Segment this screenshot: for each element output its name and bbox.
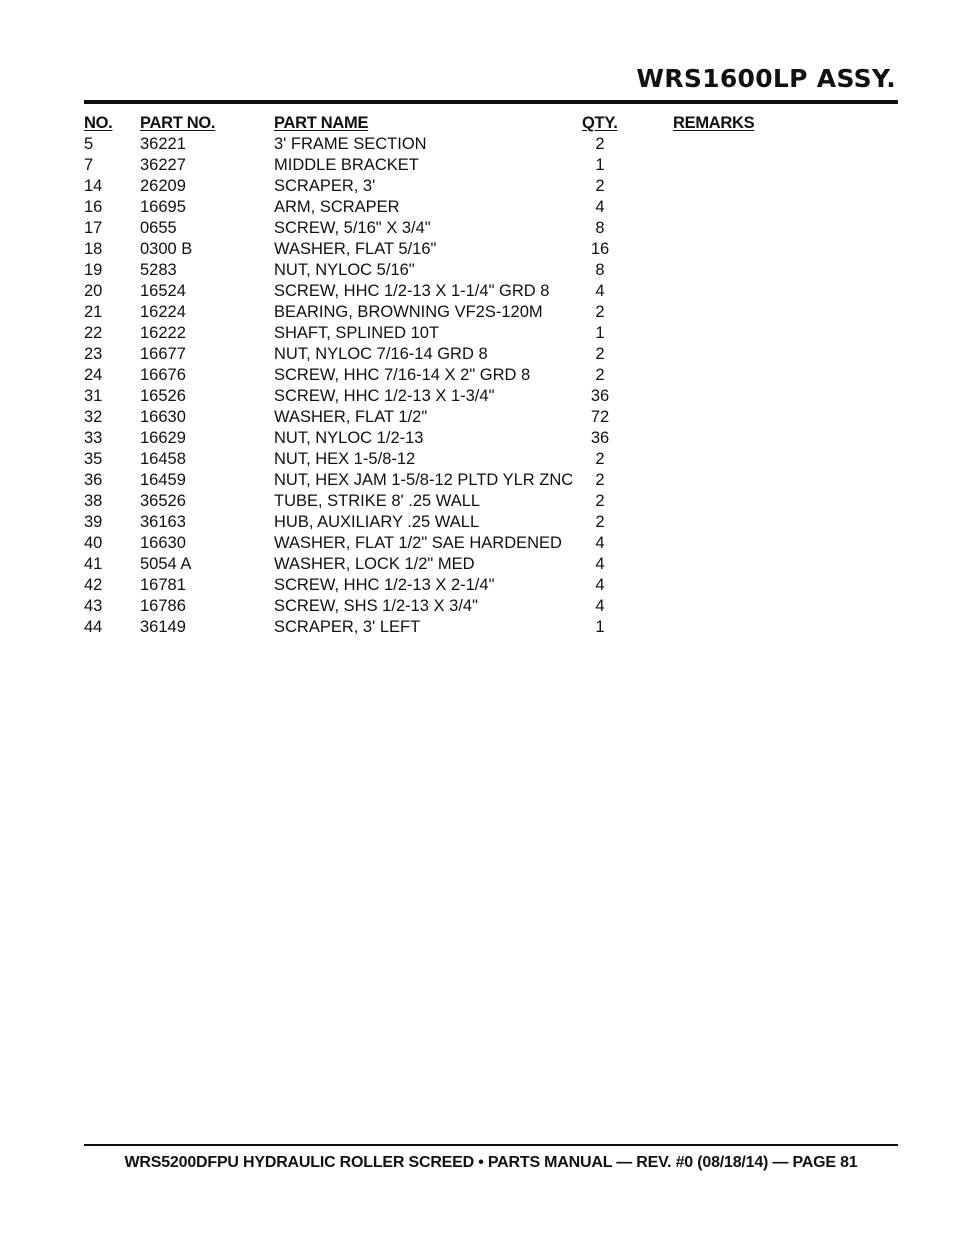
- cell-no: 41: [84, 555, 103, 573]
- cell-no: 14: [84, 177, 103, 195]
- cell-qty: 2: [595, 450, 605, 468]
- cell-part-no: 5283: [140, 261, 177, 279]
- table-row: [84, 407, 898, 428]
- table-row: [84, 575, 898, 596]
- cell-qty: 4: [595, 597, 605, 615]
- cell-part-name: SCRAPER, 3' LEFT: [274, 618, 421, 636]
- cell-part-name: SCREW, 5/16" X 3/4": [274, 219, 431, 237]
- header-part-no: PART NO.: [140, 114, 216, 132]
- cell-part-name: WASHER, FLAT 1/2" SAE HARDENED: [274, 534, 562, 552]
- cell-part-name: 3' FRAME SECTION: [274, 135, 427, 153]
- cell-qty: 2: [595, 366, 605, 384]
- table-row: [84, 491, 898, 512]
- cell-part-no: 16676: [140, 366, 186, 384]
- cell-part-name: HUB, AUXILIARY .25 WALL: [274, 513, 480, 531]
- cell-qty: 72: [590, 408, 610, 426]
- cell-qty: 4: [595, 282, 605, 300]
- table-row: [84, 218, 898, 239]
- cell-no: 5: [84, 135, 94, 153]
- cell-part-no: 36221: [140, 135, 186, 153]
- table-row: [84, 386, 898, 407]
- table-body: [84, 134, 898, 638]
- cell-qty: 2: [595, 492, 605, 510]
- cell-qty: 4: [595, 534, 605, 552]
- cell-qty: 1: [595, 156, 605, 174]
- table-row: [84, 260, 898, 281]
- cell-part-name: WASHER, LOCK 1/2" MED: [274, 555, 475, 573]
- cell-part-no: 36227: [140, 156, 186, 174]
- cell-no: 20: [84, 282, 103, 300]
- cell-part-no: 16695: [140, 198, 186, 216]
- title-divider: [84, 100, 898, 104]
- header-qty: QTY.: [582, 114, 618, 132]
- cell-part-name: NUT, NYLOC 5/16": [274, 261, 415, 279]
- cell-part-name: NUT, NYLOC 1/2-13: [274, 429, 424, 447]
- cell-part-no: 36163: [140, 513, 186, 531]
- cell-part-no: 16630: [140, 408, 186, 426]
- cell-part-no: 16526: [140, 387, 186, 405]
- cell-part-no: 26209: [140, 177, 186, 195]
- cell-part-name: SCREW, HHC 1/2-13 X 1-3/4": [274, 387, 495, 405]
- cell-no: 31: [84, 387, 103, 405]
- cell-no: 42: [84, 576, 103, 594]
- cell-no: 22: [84, 324, 103, 342]
- table-header-row: [84, 113, 898, 134]
- cell-part-no: 16224: [140, 303, 186, 321]
- cell-qty: 2: [595, 177, 605, 195]
- cell-qty: 4: [595, 198, 605, 216]
- cell-part-no: 36149: [140, 618, 186, 636]
- cell-part-name: SCREW, HHC 7/16-14 X 2" GRD 8: [274, 366, 531, 384]
- table-row: [84, 176, 898, 197]
- cell-qty: 1: [595, 324, 605, 342]
- cell-part-name: NUT, NYLOC 7/16-14 GRD 8: [274, 345, 488, 363]
- cell-qty: 2: [595, 471, 605, 489]
- cell-part-no: 16629: [140, 429, 186, 447]
- cell-part-name: SCREW, HHC 1/2-13 X 2-1/4": [274, 576, 495, 594]
- cell-no: 44: [84, 618, 103, 636]
- cell-no: 38: [84, 492, 103, 510]
- cell-no: 16: [84, 198, 103, 216]
- cell-part-no: 16458: [140, 450, 186, 468]
- table-row: [84, 134, 898, 155]
- cell-part-no: 16677: [140, 345, 186, 363]
- cell-no: 18: [84, 240, 103, 258]
- cell-part-name: NUT, HEX 1-5/8-12: [274, 450, 416, 468]
- cell-qty: 16: [590, 240, 610, 258]
- table-row: [84, 554, 898, 575]
- cell-part-name: SCREW, HHC 1/2-13 X 1-1/4" GRD 8: [274, 282, 550, 300]
- cell-no: 40: [84, 534, 103, 552]
- cell-qty: 1: [595, 618, 605, 636]
- cell-no: 24: [84, 366, 103, 384]
- cell-no: 21: [84, 303, 103, 321]
- cell-qty: 8: [595, 261, 605, 279]
- cell-no: 35: [84, 450, 103, 468]
- cell-no: 43: [84, 597, 103, 615]
- cell-part-name: TUBE, STRIKE 8' .25 WALL: [274, 492, 481, 510]
- table-row: [84, 239, 898, 260]
- cell-qty: 2: [595, 513, 605, 531]
- table-row: [84, 302, 898, 323]
- cell-part-name: SCRAPER, 3': [274, 177, 376, 195]
- table-row: [84, 323, 898, 344]
- cell-no: 33: [84, 429, 103, 447]
- table-row: [84, 428, 898, 449]
- cell-part-no: 16459: [140, 471, 186, 489]
- table-row: [84, 281, 898, 302]
- cell-part-name: NUT, HEX JAM 1-5/8-12 PLTD YLR ZNC: [274, 471, 574, 489]
- cell-part-no: 0300 B: [140, 240, 193, 258]
- cell-part-no: 16630: [140, 534, 186, 552]
- cell-part-name: MIDDLE BRACKET: [274, 156, 419, 174]
- cell-part-name: SHAFT, SPLINED 10T: [274, 324, 440, 342]
- cell-no: 17: [84, 219, 103, 237]
- cell-part-no: 16781: [140, 576, 186, 594]
- table-row: [84, 197, 898, 218]
- table-row: [84, 533, 898, 554]
- cell-qty: 2: [595, 345, 605, 363]
- table-row: [84, 596, 898, 617]
- cell-no: 7: [84, 156, 94, 174]
- cell-qty: 2: [595, 303, 605, 321]
- cell-part-name: ARM, SCRAPER: [274, 198, 400, 216]
- cell-part-no: 16222: [140, 324, 186, 342]
- table-row: [84, 155, 898, 176]
- page-title: WRS1600LP ASSY.: [636, 64, 896, 93]
- cell-qty: 4: [595, 576, 605, 594]
- cell-part-no: 36526: [140, 492, 186, 510]
- cell-part-no: 0655: [140, 219, 177, 237]
- table-row: [84, 344, 898, 365]
- header-no: NO.: [84, 114, 113, 132]
- cell-part-no: 16524: [140, 282, 186, 300]
- cell-part-no: 16786: [140, 597, 186, 615]
- cell-no: 19: [84, 261, 103, 279]
- header-remarks: REMARKS: [673, 114, 755, 132]
- cell-part-name: SCREW, SHS 1/2-13 X 3/4": [274, 597, 478, 615]
- table-row: [84, 512, 898, 533]
- table-row: [84, 470, 898, 491]
- cell-qty: 8: [595, 219, 605, 237]
- cell-part-no: 5054 A: [140, 555, 192, 573]
- cell-part-name: WASHER, FLAT 1/2": [274, 408, 428, 426]
- cell-part-name: BEARING, BROWNING VF2S-120M: [274, 303, 543, 321]
- cell-no: 32: [84, 408, 103, 426]
- table-row: [84, 617, 898, 638]
- header-part-name: PART NAME: [274, 114, 369, 132]
- cell-no: 39: [84, 513, 103, 531]
- cell-qty: 4: [595, 555, 605, 573]
- cell-qty: 36: [590, 429, 610, 447]
- cell-qty: 2: [595, 135, 605, 153]
- table-row: [84, 449, 898, 470]
- page-footer: WRS5200DFPU HYDRAULIC ROLLER SCREED • PARTS MANUAL — REV. #0 (08/18/14) — PAGE 81: [124, 1154, 858, 1171]
- table-row: [84, 365, 898, 386]
- cell-no: 36: [84, 471, 103, 489]
- cell-part-name: WASHER, FLAT 5/16": [274, 240, 437, 258]
- cell-no: 23: [84, 345, 103, 363]
- cell-qty: 36: [590, 387, 610, 405]
- parts-table: [84, 113, 898, 638]
- footer-divider: [84, 1144, 898, 1146]
